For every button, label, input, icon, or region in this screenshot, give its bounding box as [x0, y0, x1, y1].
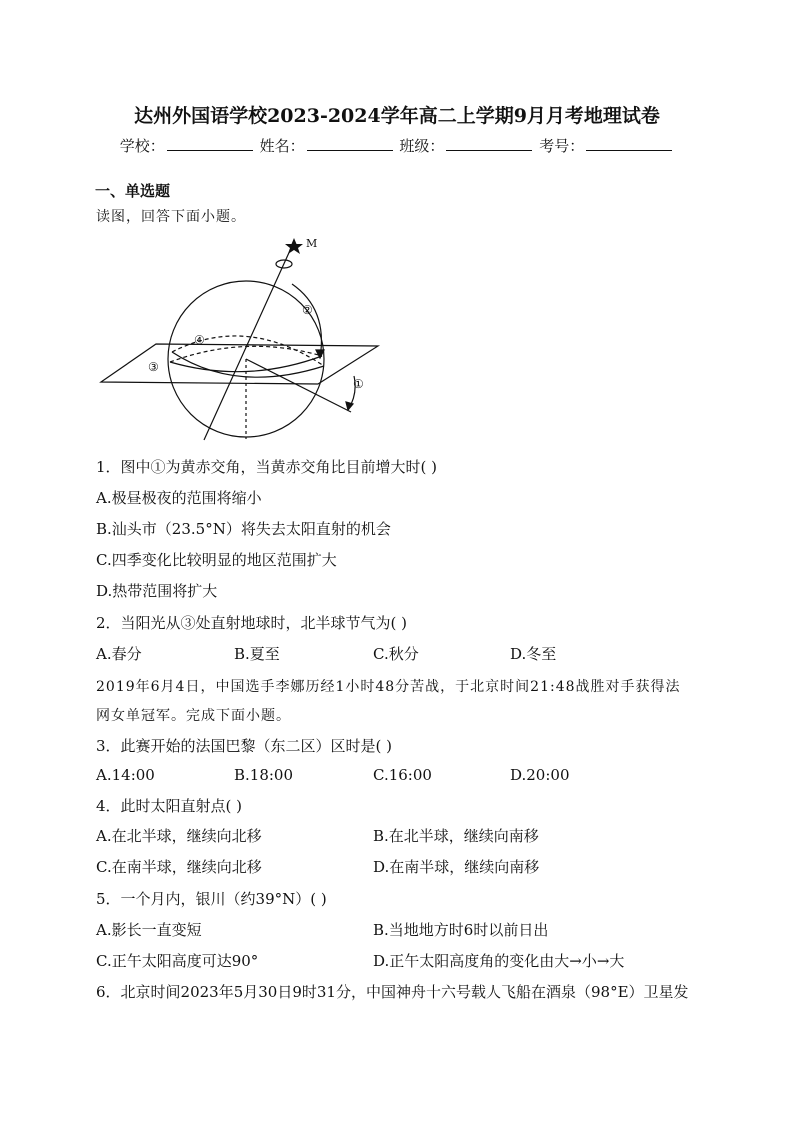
- q5-option-d[interactable]: D.正午太阳高度角的变化由大→小→大: [373, 952, 625, 970]
- intro-text-1: 读图，回答下面小题。: [96, 209, 246, 225]
- q3-option-c[interactable]: C.16:00: [373, 766, 432, 784]
- class-label: 班级：: [399, 137, 445, 155]
- q1-option-a[interactable]: A.极昼极夜的范围将缩小: [96, 489, 262, 507]
- name-label: 姓名：: [259, 137, 305, 155]
- q5-option-a[interactable]: A.影长一直变短: [96, 921, 202, 939]
- question-3-stem: 3．此赛开始的法国巴黎（东二区）区时是( ): [96, 737, 393, 755]
- equator-plane-line: [246, 359, 351, 412]
- intro-text-2-line-1: 2019年6月4日，中国选手李娜历经1小时48分苦战，于北京时间21:48战胜对手获得法: [96, 679, 681, 695]
- q5-option-c[interactable]: C.正午太阳高度可达90°: [96, 952, 259, 970]
- earth-axis: [204, 246, 292, 440]
- star-icon: [285, 238, 303, 254]
- intro-text-2-line-2: 网女单冠军。完成下面小题。: [96, 708, 291, 724]
- q2-option-a[interactable]: A.春分: [96, 645, 142, 663]
- school-blank[interactable]: [167, 136, 253, 151]
- star-label: M: [306, 237, 318, 250]
- label-1: ①: [353, 377, 364, 391]
- section-heading: 一、单选题: [95, 182, 171, 200]
- ecliptic-plane: [101, 344, 378, 384]
- arc-2: [292, 284, 321, 358]
- question-5-stem: 5．一个月内，银川（约39°N）( ): [96, 890, 327, 908]
- q5-option-b[interactable]: B.当地地方时6时以前日出: [373, 921, 549, 939]
- exam-title: 达州外国语学校2023-2024学年高二上学期9月月考地理试卷: [134, 105, 660, 127]
- q3-option-d[interactable]: D.20:00: [510, 766, 570, 784]
- q4-option-a[interactable]: A.在北半球，继续向北移: [96, 827, 262, 845]
- q2-option-c[interactable]: C.秋分: [373, 645, 419, 663]
- q2-option-b[interactable]: B.夏至: [234, 645, 280, 663]
- q4-option-c[interactable]: C.在南半球，继续向北移: [96, 858, 262, 876]
- q1-option-d[interactable]: D.热带范围将扩大: [96, 582, 218, 600]
- q2-option-d[interactable]: D.冬至: [510, 645, 557, 663]
- label-2: ②: [302, 303, 313, 317]
- label-3: ③: [148, 360, 159, 374]
- student-info-line: [0, 135, 794, 156]
- question-6-stem: 6．北京时间2023年5月30日9时31分，中国神舟十六号载人飞船在酒泉（98°E）卫星发: [96, 983, 689, 1001]
- arc-2-head: [316, 350, 324, 358]
- arc-1-head: [346, 402, 353, 410]
- q1-option-c[interactable]: C.四季变化比较明显的地区范围扩大: [96, 551, 337, 569]
- question-4-stem: 4．此时太阳直射点( ): [96, 797, 243, 815]
- name-blank[interactable]: [307, 136, 393, 151]
- label-4: ④: [194, 333, 205, 347]
- school-label: 学校：: [119, 137, 165, 155]
- question-1-stem: 1．图中①为黄赤交角，当黄赤交角比目前增大时( ): [96, 458, 438, 476]
- question-2-stem: 2．当阳光从③处直射地球时，北半球节气为( ): [96, 614, 408, 632]
- equator-front: [172, 352, 324, 377]
- q4-option-b[interactable]: B.在北半球，继续向南移: [373, 827, 539, 845]
- exam-no-label: 考号：: [539, 137, 585, 155]
- class-blank[interactable]: [446, 136, 532, 151]
- exam-no-blank[interactable]: [586, 136, 672, 151]
- q3-option-a[interactable]: A.14:00: [96, 766, 155, 784]
- q4-option-d[interactable]: D.在南半球，继续向南移: [373, 858, 540, 876]
- earth-ecliptic-diagram: [96, 234, 386, 446]
- q3-option-b[interactable]: B.18:00: [234, 766, 294, 784]
- q1-option-b[interactable]: B.汕头市（23.5°N）将失去太阳直射的机会: [96, 520, 391, 538]
